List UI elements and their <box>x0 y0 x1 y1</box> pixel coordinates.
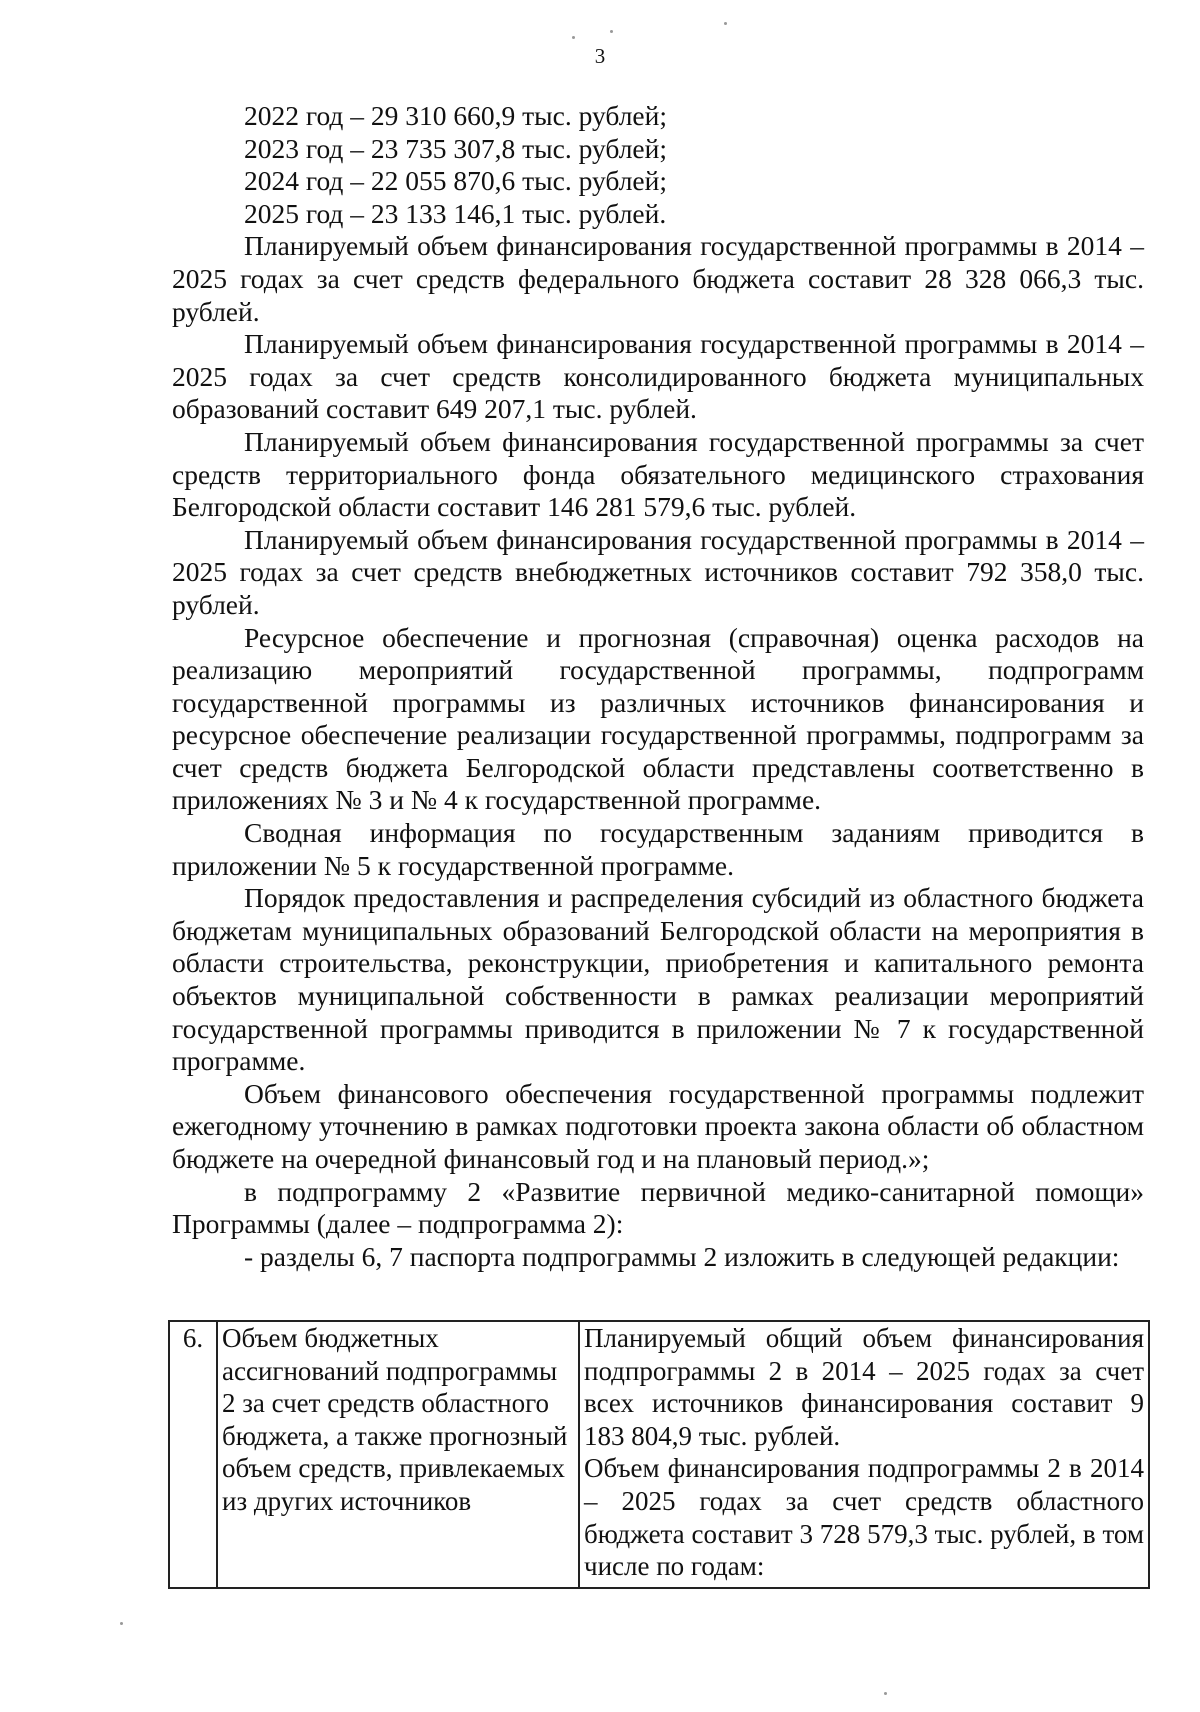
scan-speck <box>724 22 727 25</box>
page-number: 3 <box>594 44 606 68</box>
document-body <box>172 100 1144 1273</box>
scan-speck <box>572 36 575 39</box>
row-content <box>579 1321 1149 1588</box>
row-content-total: Планируемый общий объем финансирования подпрограммы 2 в 2014 – 2025 годах за счет всех источников финансирования составит 9 183 804,9 тыс. рублей. <box>584 1323 1144 1451</box>
row-label: Объем бюджетных ассигнований подпрограммы 2 за счет средств областного бюджета, а также прогнозный объем средств, привлекаемых из других источников <box>217 1321 579 1588</box>
paragraph-state-assignments: Сводная информация по государственным заданиям приводится в приложении № 5 к государственной программе. <box>172 817 1144 881</box>
paragraph-resource-provision: Ресурсное обеспечение и прогнозная (справочная) оценка расходов на реализацию мероприятий государственной программы, подпрограмм государственной программы из различных источников финансирования и ресурсное обеспечение реализации государственной программы, подпрограмм за счет средств бюджета Белгородской области представлены соответственно в приложениях № 3 и № 4 к государственной программе. <box>172 621 1144 816</box>
paragraph-insurance-fund: Планируемый объем финансирования государственной программы за счет средств территориального фонда обязательного медицинского страхования Белгородской области составит 146 281 579,6 тыс. рублей. <box>172 425 1144 523</box>
paragraph-subsidies: Порядок предоставления и распределения субсидий из областного бюджета бюджетам муниципальных образований Белгородской области на мероприятия в области строительства, реконструкции, приобретения и капитального ремонта объектов муниципальной собственности в рамках реализации мероприятий государственной программы приводится в приложении № 7 к государственной программе. <box>172 882 1144 1077</box>
scan-speck <box>610 30 613 33</box>
paragraph-municipal-budget: Планируемый объем финансирования государственной программы в 2014 – 2025 годах за счет средств консолидированного бюджета муниципальных образований составит 649 207,1 тыс. рублей. <box>172 328 1144 425</box>
row-content-regional: Объем финансирования подпрограммы 2 в 2014 – 2025 годах за счет средств областного бюджета составит 3 728 579,3 тыс. рублей, в том числе по годам: <box>584 1453 1144 1582</box>
paragraph-extrabudgetary: Планируемый объем финансирования государственной программы в 2014 – 2025 годах за счет средств внебюджетных источников составит 792 358,0 тыс. рублей. <box>172 523 1144 620</box>
paragraph-subprogram-2: в подпрограмму 2 «Развитие первичной медико-санитарной помощи» Программы (далее – подпрограмма 2): <box>172 1175 1144 1240</box>
paragraph-annual-refinement: Объем финансового обеспечения государственной программы подлежит ежегодному уточнению в рамках подготовки проекта закона области об областном бюджете на очередной финансовый год и на плановый период.»; <box>172 1077 1144 1174</box>
paragraph-federal-budget: Планируемый объем финансирования государственной программы в 2014 – 2025 годах за счет средств федерального бюджета составит 28 328 066,3 тыс. рублей. <box>172 230 1144 327</box>
year-line-2025: 2025 год – 23 133 146,1 тыс. рублей. <box>244 197 667 229</box>
year-line-2023: 2023 год – 23 735 307,8 тыс. рублей; <box>244 132 667 164</box>
scan-speck <box>884 1692 887 1695</box>
row-number: 6. <box>169 1321 217 1588</box>
year-line-2024: 2024 год – 22 055 870,6 тыс. рублей; <box>244 165 667 197</box>
table-row <box>169 1321 1149 1588</box>
passport-table <box>168 1320 1150 1589</box>
paragraph-sections-6-7: - разделы 6, 7 паспорта подпрограммы 2 изложить в следующей редакции: <box>244 1240 1120 1272</box>
scan-speck <box>120 1622 123 1625</box>
year-line-2022: 2022 год – 29 310 660,9 тыс. рублей; <box>244 100 667 131</box>
